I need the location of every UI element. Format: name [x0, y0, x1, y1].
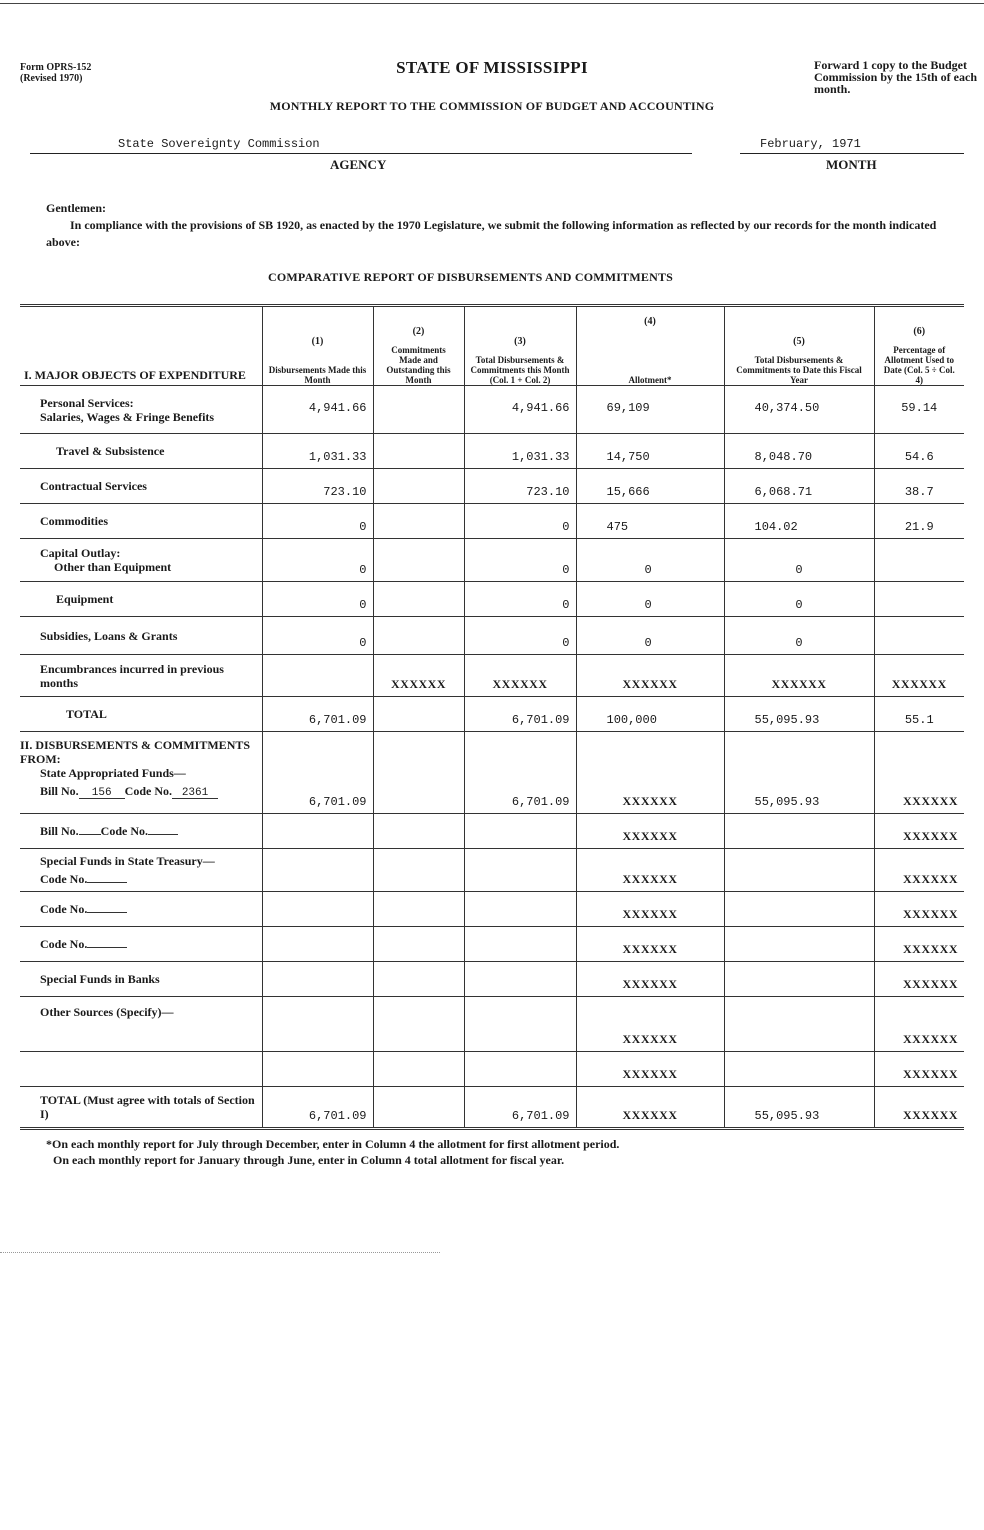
bill-field-2 [79, 824, 101, 835]
personal-services-sub: Salaries, Wages & Fringe Benefits [40, 409, 215, 424]
table-row-capital-outlay [20, 539, 964, 582]
encumbrances-c1 [262, 655, 373, 697]
total1-c4: 100,000 [576, 697, 724, 732]
encumbrances-c2: XXXXXX [373, 655, 464, 697]
contractual-c3: 723.10 [464, 469, 576, 504]
personal-c1: 4,941.66 [262, 386, 373, 434]
report-table [20, 304, 964, 1130]
code-b-c2 [373, 927, 464, 962]
code-field-4 [87, 902, 127, 913]
travel-label: Travel & Subsistence [20, 434, 262, 469]
col2-title: Commitments Made and Outstanding this Month [386, 345, 451, 385]
table-row-contractual [20, 469, 964, 504]
state-funds-c5: 55,095.93 [724, 732, 874, 814]
col5-title: Total Disbursements & Commitments to Date this Fiscal Year [736, 355, 862, 385]
bill-code-c4: XXXXXX [576, 814, 724, 849]
intro-paragraph: In compliance with the provisions of SB 1920, as enacted by the 1970 Legislature, we submit the following information as reflected by our records for the month indicated above: [46, 218, 937, 249]
subsidies-c2 [373, 617, 464, 655]
capital-c5: 0 [724, 539, 874, 582]
table-row-section2-total [20, 1087, 964, 1129]
col4-number: (4) [644, 316, 656, 327]
equipment-c6 [874, 582, 964, 617]
col3-number: (3) [514, 336, 526, 347]
subsidies-c5: 0 [724, 617, 874, 655]
footnote [46, 1136, 619, 1168]
special-treasury-c5 [724, 849, 874, 892]
code-b-c6: XXXXXX [874, 927, 964, 962]
equipment-c5: 0 [724, 582, 874, 617]
personal-c5: 40,374.50 [724, 386, 874, 434]
code-number-field: 2361 [172, 788, 218, 799]
code-b-c1 [262, 927, 373, 962]
footnote-line1: *On each monthly report for July through December, enter in Column 4 the allotment for first allotment period. [46, 1137, 620, 1151]
encumbrances-c4: XXXXXX [576, 655, 724, 697]
special-treasury-c6: XXXXXX [874, 849, 964, 892]
code-label-3: Code No. [40, 872, 88, 886]
col2-number: (2) [412, 326, 425, 337]
commodities-c2 [373, 504, 464, 539]
col1-header [262, 306, 373, 386]
table-row-other-blank [20, 1052, 964, 1087]
other-sources-c6: XXXXXX [874, 997, 964, 1052]
commodities-c5: 104.02 [724, 504, 874, 539]
code-field-5 [87, 937, 127, 948]
state-title: STATE OF MISSISSIPPI [396, 58, 588, 77]
capital-c6 [874, 539, 964, 582]
form-revision: (Revised 1970) [20, 73, 83, 84]
commodities-c6: 21.9 [874, 504, 964, 539]
subsidies-label: Subsidies, Loans & Grants [20, 617, 262, 655]
commodities-c4: 475 [576, 504, 724, 539]
month-underline [740, 153, 964, 154]
table-row-encumbrances [20, 655, 964, 697]
agency-value: State Sovereignty Commission [118, 137, 320, 151]
travel-c6: 54.6 [874, 434, 964, 469]
table-header-row [20, 306, 964, 386]
capital-c2 [373, 539, 464, 582]
equipment-c1: 0 [262, 582, 373, 617]
code-label-2: Code No. [100, 824, 149, 838]
other-sources-c4: XXXXXX [576, 997, 724, 1052]
travel-c2 [373, 434, 464, 469]
code-b-label [20, 927, 262, 962]
bill-code-c1 [262, 814, 373, 849]
section2-header-cell [20, 732, 262, 814]
table-row-equipment [20, 582, 964, 617]
code-b-c5 [724, 927, 874, 962]
subsidies-c4: 0 [576, 617, 724, 655]
section1-title: I. MAJOR OBJECTS OF EXPENDITURE [20, 306, 262, 386]
contractual-c6: 38.7 [874, 469, 964, 504]
table-row-special-banks [20, 962, 964, 997]
commodities-c3: 0 [464, 504, 576, 539]
page-top-edge [0, 3, 984, 4]
state-funds-c6: XXXXXX [874, 732, 964, 814]
section2-total-label: TOTAL (Must agree with totals of Section I) [20, 1087, 262, 1129]
report-title: MONTHLY REPORT TO THE COMMISSION OF BUDGET AND ACCOUNTING [269, 99, 715, 113]
special-banks-label: Special Funds in Banks [20, 962, 262, 997]
bill-code-c6: XXXXXX [874, 814, 964, 849]
special-banks-c6: XXXXXX [874, 962, 964, 997]
col6-title: Percentage of Allotment Used to Date (Col. 5 ÷ Col. 4) [883, 345, 955, 385]
capital-outlay-heading: Capital Outlay: [40, 546, 121, 560]
bill-code-c2 [373, 814, 464, 849]
other-sources-c1 [262, 997, 373, 1052]
other-sources-c5 [724, 997, 874, 1052]
code-label-5: Code No. [40, 937, 88, 951]
travel-c1: 1,031.33 [262, 434, 373, 469]
col5-header [724, 306, 874, 386]
special-treasury-c2 [373, 849, 464, 892]
salutation: Gentlemen: [46, 201, 106, 215]
bill-code-c5 [724, 814, 874, 849]
special-treasury-code [40, 872, 256, 886]
other-blank-c2 [373, 1052, 464, 1087]
other-blank-c6: XXXXXX [874, 1052, 964, 1087]
col3-title: Total Disbursements & Commitments this Month (Col. 1 + Col. 2) [470, 355, 570, 385]
personal-services-heading: Personal Services: [40, 395, 134, 410]
other-blank-c4: XXXXXX [576, 1052, 724, 1087]
personal-c4: 69,109 [576, 386, 724, 434]
agency-label: AGENCY [330, 157, 387, 172]
table-row-personal-services [20, 386, 964, 434]
code-field-2 [148, 824, 178, 835]
other-sources-c2 [373, 997, 464, 1052]
month-value: February, 1971 [760, 137, 861, 151]
travel-c4: 14,750 [576, 434, 724, 469]
table-row-commodities [20, 504, 964, 539]
form-number: Form OPRS-152 [20, 62, 92, 73]
special-banks-c4: XXXXXX [576, 962, 724, 997]
state-funds-label: State Appropriated Funds— [40, 766, 186, 780]
scan-artifact-line [0, 1252, 440, 1253]
special-treasury-heading: Special Funds in State Treasury— [40, 854, 215, 868]
state-funds-c1: 6,701.09 [262, 732, 373, 814]
total2-c5: 55,095.93 [724, 1087, 874, 1129]
code-a-label [20, 892, 262, 927]
capital-c1: 0 [262, 539, 373, 582]
encumbrances-c6: XXXXXX [874, 655, 964, 697]
other-blank-c3 [464, 1052, 576, 1087]
other-sources-label: Other Sources (Specify)— [20, 997, 262, 1052]
code-label-4: Code No. [40, 902, 88, 916]
table-row-other-sources [20, 997, 964, 1052]
state-funds-c4: XXXXXX [576, 732, 724, 814]
personal-services-label [20, 386, 262, 434]
table-row-code-a [20, 892, 964, 927]
col4-header [576, 306, 724, 386]
code-a-c3 [464, 892, 576, 927]
other-blank-c1 [262, 1052, 373, 1087]
col5-number: (5) [793, 336, 805, 347]
bill-label: Bill No. [40, 784, 79, 798]
code-a-c5 [724, 892, 874, 927]
capital-c3: 0 [464, 539, 576, 582]
equipment-c4: 0 [576, 582, 724, 617]
footnote-line2: On each monthly report for January through June, enter in Column 4 total allotment for fiscal year. [53, 1153, 565, 1167]
col6-number: (6) [913, 326, 926, 337]
bill-label-2: Bill No. [40, 824, 79, 838]
encumbrances-c5: XXXXXX [724, 655, 874, 697]
total1-c2 [373, 697, 464, 732]
special-treasury-c3 [464, 849, 576, 892]
special-banks-c5 [724, 962, 874, 997]
special-treasury-c1 [262, 849, 373, 892]
col4-title: Allotment* [628, 375, 672, 385]
code-field-3 [87, 872, 127, 883]
agency-underline [30, 153, 692, 154]
other-sources-c3 [464, 997, 576, 1052]
col3-header [464, 306, 576, 386]
bill-code-c3 [464, 814, 576, 849]
equipment-label: Equipment [20, 582, 262, 617]
code-b-c4: XXXXXX [576, 927, 724, 962]
contractual-c4: 15,666 [576, 469, 724, 504]
code-a-c4: XXXXXX [576, 892, 724, 927]
total2-c2 [373, 1087, 464, 1129]
personal-c6: 59.14 [874, 386, 964, 434]
section2-title: II. DISBURSEMENTS & COMMITMENTS FROM: [20, 738, 251, 766]
table-row-state-funds [20, 732, 964, 814]
bill-code-label-2 [20, 814, 262, 849]
bill-number-field: 156 [79, 788, 125, 799]
table-row-section1-total [20, 697, 964, 732]
section1-total-label: TOTAL [20, 697, 262, 732]
state-funds-c3: 6,701.09 [464, 732, 576, 814]
special-banks-c3 [464, 962, 576, 997]
total2-c6: XXXXXX [874, 1087, 964, 1129]
encumbrances-label: Encumbrances incurred in previous months [20, 655, 262, 697]
col6-header [874, 306, 964, 386]
total1-c6: 55.1 [874, 697, 964, 732]
code-a-c1 [262, 892, 373, 927]
comparative-report-title: COMPARATIVE REPORT OF DISBURSEMENTS AND COMMITMENTS [268, 270, 674, 284]
equipment-c2 [373, 582, 464, 617]
contractual-c1: 723.10 [262, 469, 373, 504]
capital-c4: 0 [576, 539, 724, 582]
subsidies-c1: 0 [262, 617, 373, 655]
col2-header [373, 306, 464, 386]
capital-outlay-label [20, 539, 262, 582]
contractual-c5: 6,068.71 [724, 469, 874, 504]
contractual-label: Contractual Services [20, 469, 262, 504]
total2-c1: 6,701.09 [262, 1087, 373, 1129]
table-row-bill-code [20, 814, 964, 849]
forward-instructions: Forward 1 copy to the Budget Commission by the 15th of each month. [814, 58, 978, 96]
total2-c4: XXXXXX [576, 1087, 724, 1129]
special-banks-c1 [262, 962, 373, 997]
equipment-c3: 0 [464, 582, 576, 617]
personal-c3: 4,941.66 [464, 386, 576, 434]
state-funds-c2 [373, 732, 464, 814]
table-row-subsidies [20, 617, 964, 655]
table-row-travel [20, 434, 964, 469]
encumbrances-c3: XXXXXX [464, 655, 576, 697]
total1-c3: 6,701.09 [464, 697, 576, 732]
total1-c5: 55,095.93 [724, 697, 874, 732]
commodities-label: Commodities [20, 504, 262, 539]
code-a-c2 [373, 892, 464, 927]
special-treasury-c4: XXXXXX [576, 849, 724, 892]
capital-outlay-sub: Other than Equipment [54, 560, 172, 574]
commodities-c1: 0 [262, 504, 373, 539]
code-b-c3 [464, 927, 576, 962]
travel-c3: 1,031.33 [464, 434, 576, 469]
special-banks-c2 [373, 962, 464, 997]
col1-number: (1) [311, 336, 324, 347]
total2-c3: 6,701.09 [464, 1087, 576, 1129]
other-blank-c5 [724, 1052, 874, 1087]
contractual-c2 [373, 469, 464, 504]
code-a-c6: XXXXXX [874, 892, 964, 927]
bill-code-line [20, 784, 256, 799]
code-label: Code No. [124, 784, 173, 798]
col1-title: Disbursements Made this Month [268, 365, 367, 385]
table-row-code-b [20, 927, 964, 962]
table-row-special-treasury [20, 849, 964, 892]
personal-c2 [373, 386, 464, 434]
travel-c5: 8,048.70 [724, 434, 874, 469]
subsidies-c6 [874, 617, 964, 655]
subsidies-c3: 0 [464, 617, 576, 655]
month-label: MONTH [826, 157, 877, 172]
other-blank-label [20, 1052, 262, 1087]
total1-c1: 6,701.09 [262, 697, 373, 732]
special-treasury-label [20, 849, 262, 892]
